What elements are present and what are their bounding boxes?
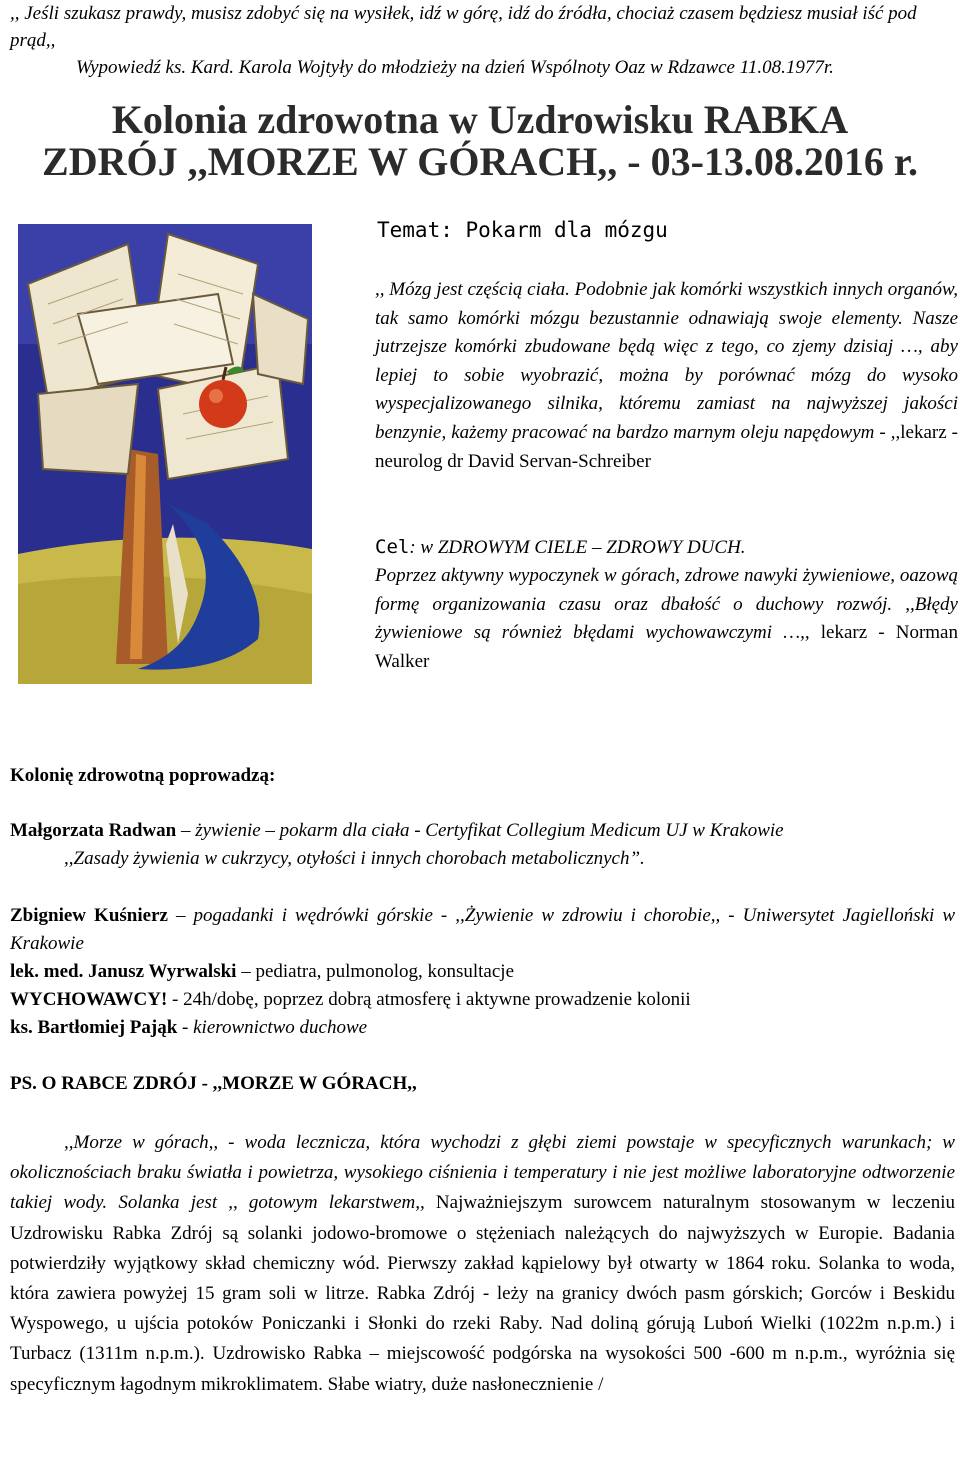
goal-paragraph bbox=[375, 562, 958, 676]
member-name: Zbigniew Kuśnierz bbox=[10, 905, 168, 926]
member-desc: – pogadanki i wędrówki górskie - ,,Żywienie w zdrowiu i chorobie,, - Uniwersytet Jagielloński w Krakowie bbox=[10, 905, 955, 954]
rabka-description-text: Najważniejszym surowcem naturalnym stosowanym w leczeniu Uzdrowisku Rabka Zdrój są solanki jodowo-bromowe o stężeniach należących do najwyższych w Europie. Badania potwierdziły wyjątkowy skład chemiczny wód. Pierwszy zakład kąpielowy był otwarty w 1864 roku. Solanka to woda, która zawiera powyżej 15 gram soli w litrze. Rabka Zdrój - leży na granicy dwóch pasm górskich; Gorców i Beskidu Wyspowego, u ujścia potoków Poniczanki i Słonki do rzeki Raby. Nad doliną górują Luboń Wielki (1022m n.p.m.) i Turbacz (1311m n.p.m.). Uzdrowisko Rabka – miejscowość podgórska na wysokości 500 -600 m n.p.m., wyróżnia się specyficznym łagodnym mikroklimatem. Słabe wiatry, duże nasłonecznienie / bbox=[10, 1192, 955, 1395]
opening-quote bbox=[10, 0, 955, 78]
team-member-wychowawcy bbox=[10, 986, 955, 1014]
book-tree-apple-illustration bbox=[18, 224, 312, 684]
brain-quote-author: ,,lekarz - neurolog dr David Servan-Schreiber bbox=[375, 421, 958, 472]
opening-quote-text: ,, Jeśli szukasz prawdy, musisz zdobyć się na wysiłek, idź w górę, idź do źródła, chociaż czasem będziesz musiał iść pod prąd,, bbox=[10, 3, 917, 51]
ps-heading: PS. O RABCE ZDRÓJ - ,,MORZE W GÓRACH,, bbox=[10, 1073, 417, 1094]
member-desc: - 24h/dobę, poprzez dobrą atmosferę i aktywne prowadzenie kolonii bbox=[167, 989, 691, 1010]
member-desc: – żywienie – pokarm dla ciała - Certyfikat Collegium Medicum UJ w Krakowie bbox=[176, 820, 784, 841]
team-member-kusnierz bbox=[10, 902, 955, 958]
goal-label: Cel bbox=[375, 536, 410, 558]
goal-paragraph-text: Poprzez aktywny wypoczynek w górach, zdrowe nawyki żywieniowe, oazową formę organizowania czasu oraz dbałość o duchowy rozwój. ,,Błędy żywieniowe są również błędami wychowawczymi …,, bbox=[375, 565, 958, 644]
member-desc-2: ,,Zasady żywienia w cukrzycy, otyłości i innych chorobach metabolicznych”. bbox=[64, 848, 645, 869]
team-member-pajak bbox=[10, 1014, 955, 1042]
goal-line bbox=[375, 533, 958, 563]
member-name: ks. Bartłomiej Pająk bbox=[10, 1017, 178, 1038]
team-member-radwan bbox=[10, 817, 955, 873]
rabka-description bbox=[10, 1128, 955, 1400]
team-heading: Kolonię zdrowotną poprowadzą: bbox=[10, 765, 276, 786]
rabka-description-italic: ,,Morze w górach,, - woda lecznicza, która wychodzi z głębi ziemi powstaje w specyficznych warunkach; w okolicznościach braku światła i powietrza, wysokiego ciśnienia i temperatury i nie jest możliwe laboratoryjne odtworzenie takiej wody. Solanka jest ,, gotowym lekarstwem,, bbox=[10, 1132, 955, 1214]
member-name: Małgorzata Radwan bbox=[10, 820, 177, 841]
brain-quote-text: ,, Mózg jest częścią ciała. Podobnie jak komórki wszystkich innych organów, tak samo komórki mózgu bezustannie odnawiają swoje elementy. Nasze jutrzejsze komórki zbudowane będą więc z tego, co zjemy dzisiaj …, aby lepiej to sobie wyobrazić, można by porównać mózg do wysoko wyspecjalizowanego silnika, któremu zamiast na najwyższej jakości benzynie, każemy pracować na bardzo marnym oleju napędowym - bbox=[375, 279, 958, 443]
team-member-wyrwalski bbox=[10, 958, 955, 986]
opening-quote-source: Wypowiedź ks. Kard. Karola Wojtyły do młodzieży na dzień Wspólnoty Oaz w Rdzawce 11.08.1977r. bbox=[76, 57, 834, 78]
topic-heading: Temat: Pokarm dla mózgu bbox=[377, 218, 668, 242]
goal-text: : w ZDROWYM CIELE – ZDROWY DUCH. bbox=[409, 537, 746, 558]
apple bbox=[199, 380, 247, 428]
member-desc: – pediatra, pulmonolog, konsultacje bbox=[236, 961, 515, 982]
member-name: lek. med. Janusz Wyrwalski bbox=[10, 961, 237, 982]
title-line-2: ZDRÓJ ,,MORZE W GÓRACH,, - 03-13.08.2016 r. bbox=[42, 139, 918, 184]
member-desc: - kierownictwo duchowe bbox=[177, 1017, 368, 1038]
brain-quote bbox=[375, 276, 958, 476]
goal-author: lekarz - Norman Walker bbox=[375, 622, 958, 672]
member-name: WYCHOWAWCY! bbox=[10, 989, 168, 1010]
title-line-1: Kolonia zdrowotna w Uzdrowisku RABKA bbox=[111, 97, 849, 142]
